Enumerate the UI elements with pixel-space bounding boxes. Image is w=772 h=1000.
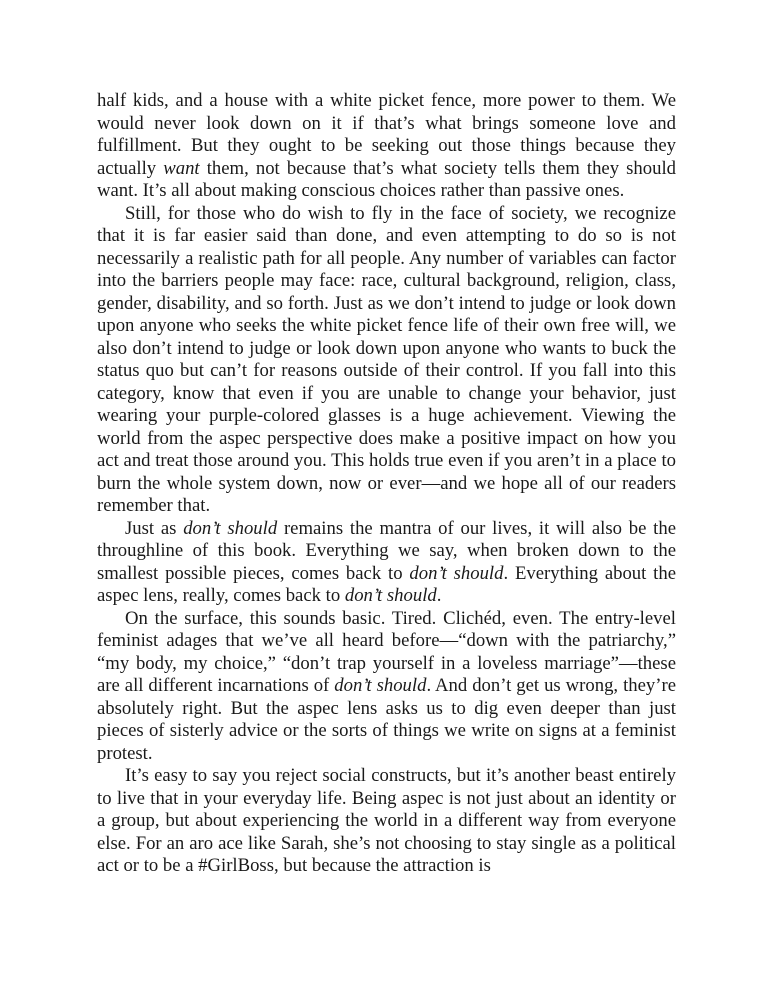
text-run: half kids, and a house with a white picket fence, more power to them. We would never look down on it if that’s what brings someone love and fulfillment. But they ought to be seeking out those things because they actually: [97, 90, 676, 179]
text-run: On the surface, this sounds basic. Tired. Clichéd, even. The entry-level feminist adages that we’ve all heard before—“down with the patriarchy,” “my body, my choice,” “don’t trap yourself in a loveless marriage”—these are all different incarnations of: [97, 607, 676, 696]
italic-run: don’t should: [183, 517, 278, 539]
italic-run: want: [163, 157, 200, 179]
italic-run: don’t should: [334, 675, 427, 696]
paragraph-1: [97, 90, 676, 203]
text-run: It’s easy to say you reject social constructs, but it’s another beast entirely to live that in your everyday life. Being aspec is not just about an identity or a group, but about experiencing the world in a different way from everyone else. For an aro ace like Sarah, she’s not choosing to stay single as a political act or to be a #GirlBoss, but because the attraction is: [97, 765, 676, 876]
paragraph-2: [97, 203, 676, 518]
text-run: .: [436, 585, 442, 606]
text-run: them, not because that’s what society tells them they should want. It’s all about making conscious choices rather than passive ones.: [97, 157, 676, 201]
paragraph-3: [97, 518, 676, 608]
text-run: . Everything about the aspec lens, really, comes back to: [97, 562, 676, 606]
text-run: remains the mantra of our lives, it will also be the throughline of this book. Everything we say, when broken down to the smallest possible pieces, comes back to: [97, 517, 676, 584]
italic-run: don’t should: [409, 562, 504, 584]
paragraph-4: [97, 608, 676, 766]
text-run: . And don’t get us wrong, they’re absolutely right. But the aspec lens asks us to dig even deeper than just pieces of sisterly advice or the sorts of things we write on signs at a feminist protest.: [97, 675, 676, 764]
text-run: Just as: [125, 517, 184, 539]
text-run: Still, for those who do wish to fly in the face of society, we recognize that it is far easier said than done, and even attempting to do so is not necessarily a realistic path for all people. Any number of variables can factor into the barriers people may face: race, cultural background, religion, class, gender, disability, and so forth. Just as we don’t intend to judge or look down upon anyone who seeks the white picket fence life of their own free will, we also don’t intend to judge or look down upon anyone who wants to buck the status quo but can’t for reasons outside of their control. If you fall into this category, know that even if you are unable to change your behavior, just wearing your purple-colored glasses is a huge achievement. Viewing the world from the aspec perspective does make a positive impact on how you act and treat those around you. This holds true even if you aren’t in a place to burn the whole system down, now or ever—and we hope all of our readers remember that.: [97, 202, 676, 516]
body-text: [97, 90, 676, 878]
paragraph-5: [97, 765, 676, 878]
italic-run: don’t should: [344, 585, 437, 606]
